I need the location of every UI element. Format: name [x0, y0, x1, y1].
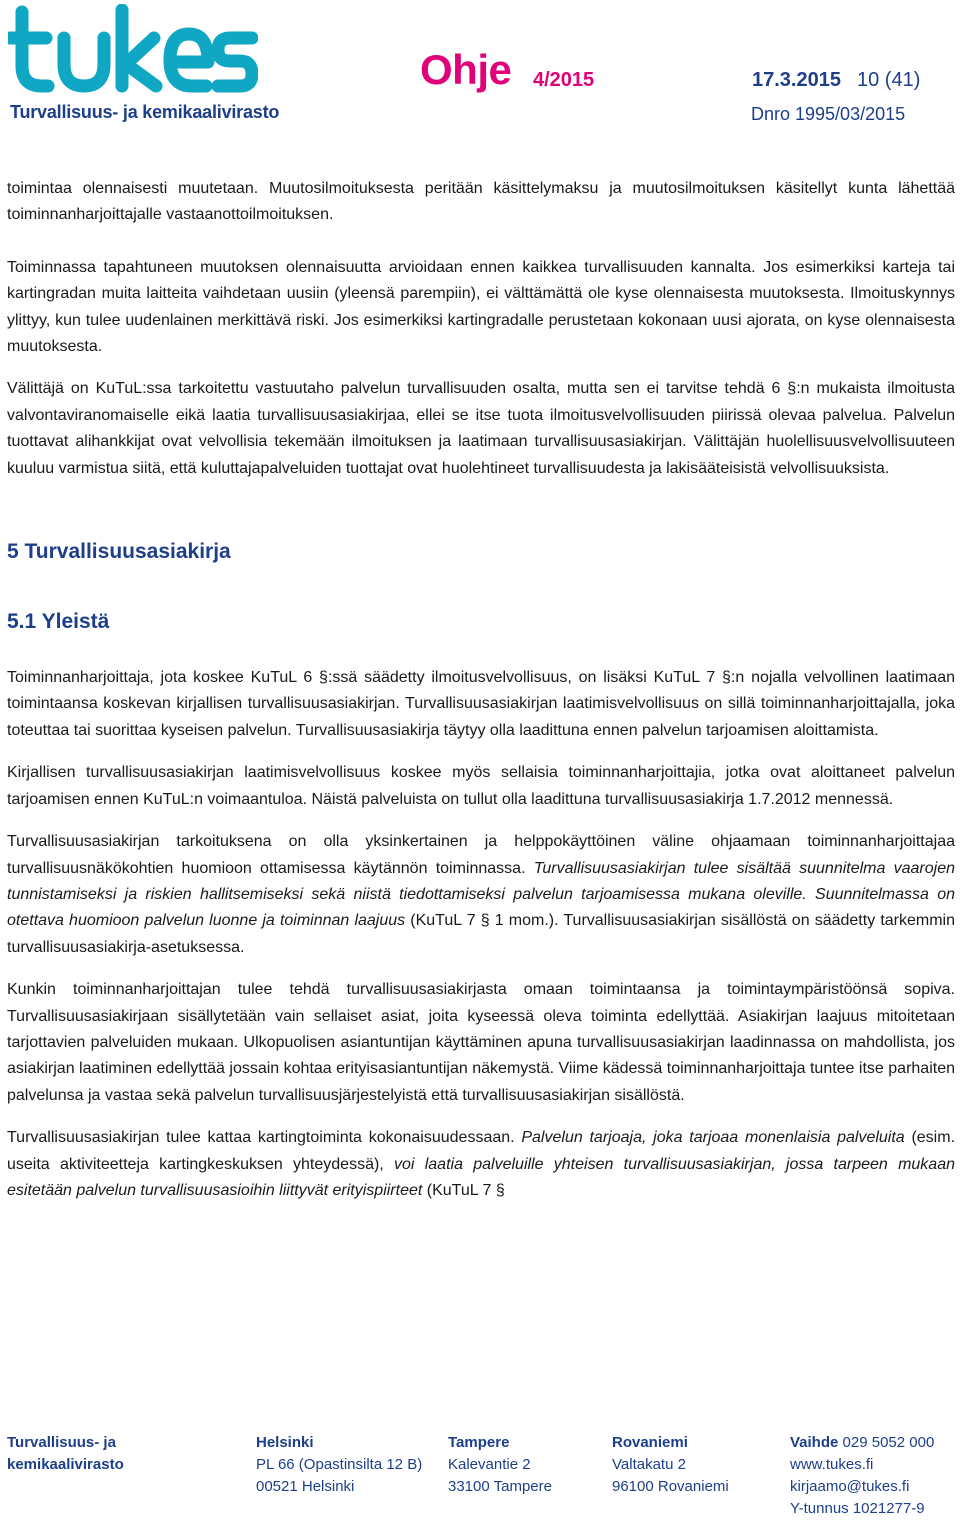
- paragraph-8-italic-b: Palvelun tarjoaja, joka tarjoaa monenlaisia palveluita: [521, 1129, 905, 1147]
- footer-helsinki-title: Helsinki: [256, 1434, 314, 1451]
- footer-business-id: Y-tunnus 1021277-9: [790, 1500, 925, 1517]
- paragraph-8: [7, 1125, 955, 1204]
- tukes-logo-mark: [8, 4, 258, 100]
- tukes-logo: [8, 4, 280, 124]
- footer-helsinki: [256, 1432, 422, 1498]
- paragraph-5: Kirjallisen turvallisuusasiakirjan laatimisvelvollisuus koskee myös sellaisia toiminnanharjoittajia, jotka ovat aloittaneet palvelun tarjoamisen ennen KuTuL:n voimaantuloa. Näistä palveluista on tullut olla laadittuna turvallisuusasiakirja 1.7.2012 mennessä.: [7, 764, 955, 808]
- paragraph-6-text-c: (KuTuL 7 § 1 mom.). Turvallisuusasiakirjan sisällöstä on säädetty tarkemmin turvallisuusasiakirja-asetuksessa.: [7, 912, 956, 956]
- register-number: Dnro 1995/03/2015: [751, 104, 906, 124]
- footer-vaihde-number: 029 5052 000: [838, 1434, 935, 1451]
- footer-helsinki-addr1: PL 66 (Opastinsilta 12 B): [256, 1456, 423, 1473]
- footer-tampere-addr2: 33100 Tampere: [448, 1478, 552, 1495]
- subsection-heading: 5.1 Yleistä: [7, 610, 110, 634]
- paragraph-6-italic: Turvallisuusasiakirjan tulee sisältää suunnitelma vaarojen tunnistamiseksi ja riskien hallitsemiseksi sekä niistä tiedottamiseksi palvelun tarjoamisessa mukana oleville. Suunnitelmassa on otettava huomioon palvelun luonne ja toiminnan laajuus: [7, 859, 956, 930]
- paragraph-6: [7, 829, 955, 961]
- footer-rovaniemi: [612, 1432, 729, 1498]
- footer-switchboard: [790, 1432, 934, 1454]
- paragraph-1: toimintaa olennaisesti muutetaan. Muutosilmoituksesta peritään käsittelymaksu ja muutosilmoituksen käsitellyt kunta lähettää toiminnanharjoittajalle vastaanottoilmoituksen.: [7, 180, 955, 224]
- paragraph-3: Välittäjä on KuTuL:ssa tarkoitettu vastuutaho palvelun turvallisuuden osalta, mutta sen ei tarvitse tehdä 6 §:n mukaista ilmoitusta valvontaviranomaiselle eikä laatia turvallisuusasiakirjaa, ellei se itse tuota ilmoitusvelvollisuuden piirissä olevaa palvelua. Palvelun tuottavat alihankkijat ovat velvollisia tekemään ilmoituksen ja laatimaan turvallisuusasiakirjan. Välittäjän huolellisuusvelvollisuuteen kuuluu varmistua siitä, että kuluttajapalveluiden tuottajat ovat huolehtineet turvallisuudesta ja lakisääteisistä velvollisuuksista.: [7, 380, 955, 477]
- paragraph-8-text-c: (esim. useita aktiviteetteja kartingkeskuksen yhteydessä),: [7, 1129, 956, 1173]
- document-type: Ohje: [420, 46, 512, 93]
- footer-tampere-addr1: Kalevantie 2: [448, 1456, 531, 1473]
- document-body: [7, 176, 955, 1204]
- footer-website[interactable]: www.tukes.fi: [790, 1456, 874, 1473]
- document-number: 4/2015: [533, 69, 595, 91]
- footer-contact: [790, 1432, 934, 1520]
- footer-helsinki-addr2: 00521 Helsinki: [256, 1478, 355, 1495]
- paragraph-4: Toiminnanharjoittaja, jota koskee KuTuL 6 §:ssä säädetty ilmoitusvelvollisuus, on lisäksi KuTuL 7 §:n nojalla velvollinen laatimaan toimintaansa koskevan kirjallisen turvallisuusasiakirjan. Turvallisuusasiakirjan laatimisvelvollisuus on sillä toiminnanharjoittajalla, joka toteuttaa tai suorittaa kyseisen palvelun. Turvallisuusasiakirja täytyy olla laadittuna ennen palvelun tarjoamisen aloittamista.: [7, 669, 955, 739]
- footer-org: [7, 1432, 124, 1476]
- paragraph-7: Kunkin toiminnanharjoittajan tulee tehdä turvallisuusasiakirjasta omaan toimintaansa ja toimintaympäristöönsä sopiva. Turvallisuusasiakirjaan sisällytetään vain sellaiset asiat, joita kyseessä oleva toiminta edellyttää. Asiakirjan laajuus mitoitetaan tarjottavien palveluiden mukaan. Ulkopuolisen asiantuntijan käyttäminen apuna turvallisuusasiakirjan laadinnassa on mahdollista, jos asiakirjan laatiminen edellyttää jossain kohtaa erityisasiantuntijan näkemystä. Viime kädessä toiminnanharjoittaja tuntee itse parhaiten palvelunsa ja vastaa sekä palvelun turvallisuusjärjestelyistä että turvallisuusasiakirjan sisällöstä.: [7, 981, 955, 1104]
- logo-subtitle: Turvallisuus- ja kemikaalivirasto: [10, 102, 280, 122]
- paragraph-6-text-a: Turvallisuusasiakirjan tarkoituksena on olla yksinkertainen ja helppokäyttöinen väline ohjaamaan toiminnanharjoittajaa turvallisuusnäkökohtien huomioon ottamisessa käytännön toiminnassa.: [7, 833, 955, 877]
- paragraph-2: Toiminnassa tapahtuneen muutoksen olennaisuutta arvioidaan ennen kaikkea turvallisuuden kannalta. Jos esimerkiksi karteja tai kartingradan muita laitteita vaihdetaan uusiin (yleensä parempiin), ei välttämättä ole kyse olennaisesta muutoksesta. Ilmoituskynnys ylittyy, kun tulee uudenlainen merkittävä riski. Jos esimerkiksi kartingradalle perustetaan kokonaan uusi ajorata, on kyse olennaisesta muutoksesta.: [7, 258, 955, 356]
- footer-vaihde-label: Vaihde: [790, 1434, 839, 1451]
- paragraph-8-italic-d: voi laatia palveluille yhteisen turvallisuusasiakirjan, jossa tarpeen mukaan esitetään palvelun turvallisuusasioihin liittyvät erityispiirteet: [7, 1155, 956, 1199]
- footer-tampere-title: Tampere: [448, 1434, 510, 1451]
- page-number: 10 (41): [857, 69, 921, 91]
- footer-rovaniemi-addr1: Valtakatu 2: [612, 1456, 686, 1473]
- footer-org-line1: Turvallisuus- ja: [7, 1434, 116, 1451]
- footer-tampere: [448, 1432, 552, 1498]
- document-date: 17.3.2015: [752, 69, 841, 91]
- paragraph-8-text-e: (KuTuL 7 §: [422, 1181, 505, 1199]
- paragraph-8-text-a: Turvallisuusasiakirjan tulee kattaa kartingtoiminta kokonaisuudessaan.: [7, 1129, 522, 1147]
- page-footer: [0, 1432, 960, 1517]
- footer-email[interactable]: kirjaamo@tukes.fi: [790, 1478, 910, 1495]
- footer-rovaniemi-title: Rovaniemi: [612, 1434, 688, 1451]
- section-heading: 5 Turvallisuusasiakirja: [7, 540, 231, 564]
- page-header: [0, 0, 960, 140]
- footer-rovaniemi-addr2: 96100 Rovaniemi: [612, 1478, 729, 1495]
- footer-org-line2: kemikaalivirasto: [7, 1456, 124, 1473]
